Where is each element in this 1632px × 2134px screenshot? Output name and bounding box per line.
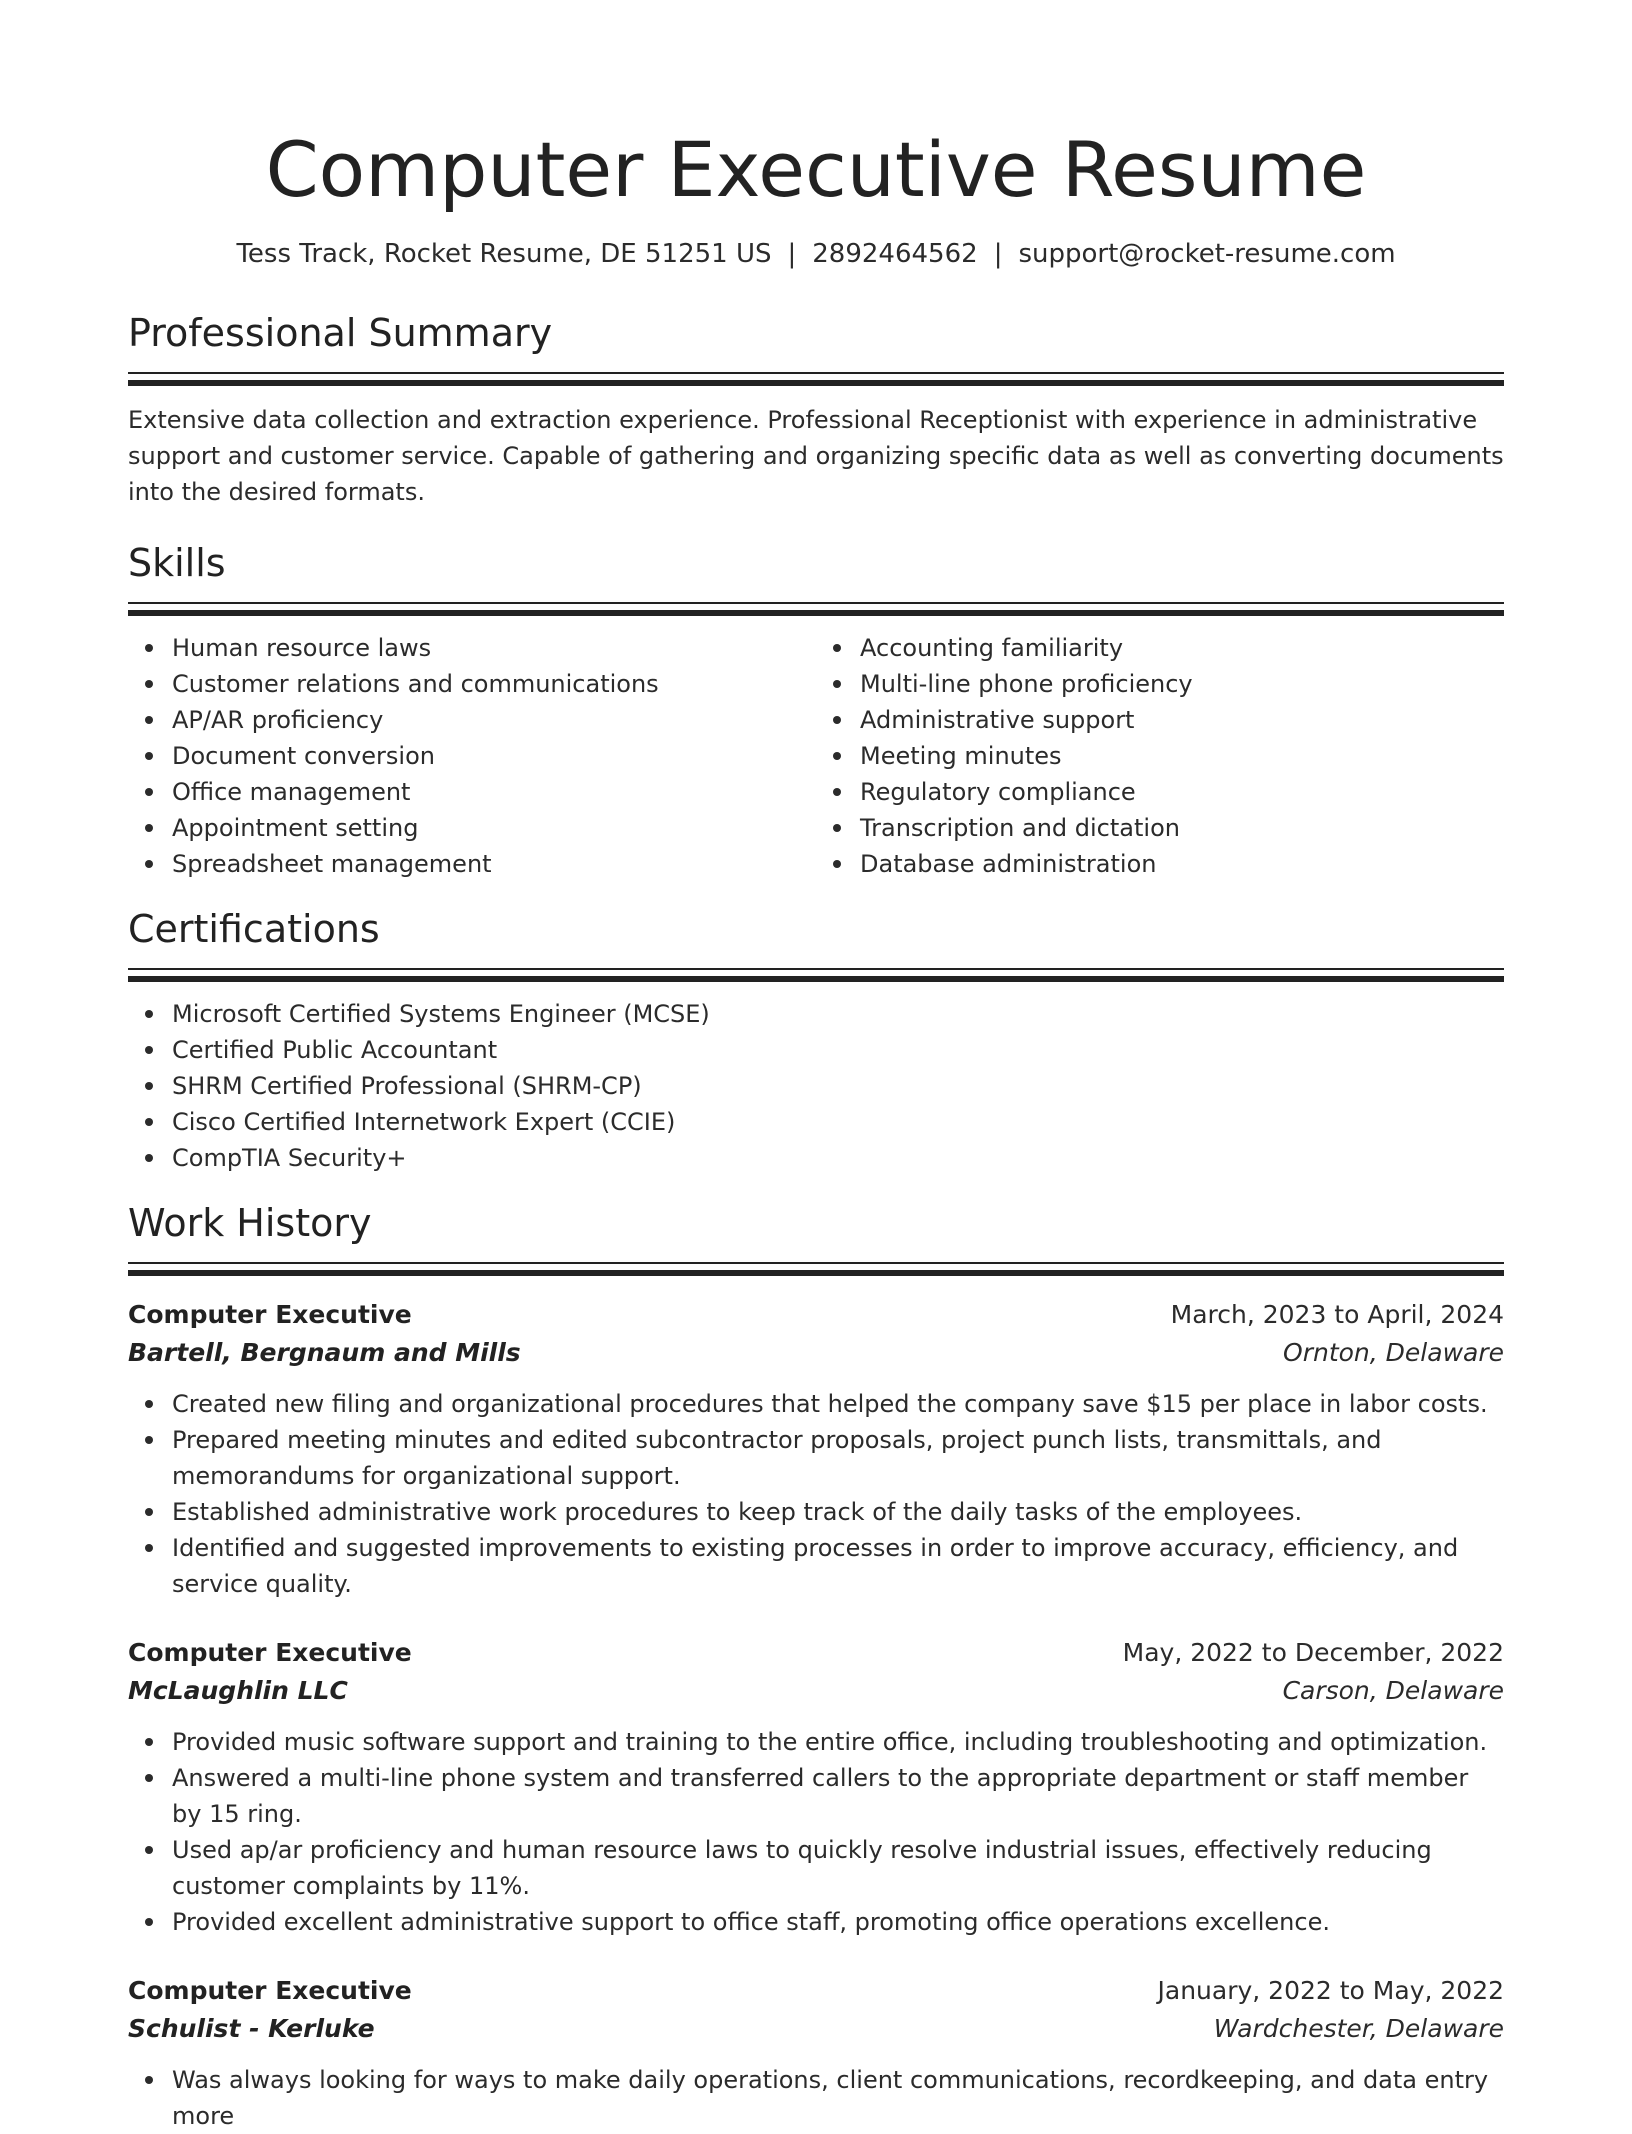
skill-item: Administrative support — [860, 702, 1504, 738]
job-entry — [128, 1972, 1504, 2134]
section-divider — [128, 1262, 1504, 1276]
job-entry — [128, 1296, 1504, 1602]
job-company: Bartell, Bergnaum and Mills — [128, 1338, 521, 1367]
job-bullet: Provided music software support and training to the entire office, including troubleshooting and optimization. — [172, 1724, 1504, 1760]
contact-email: support@rocket-resume.com — [1018, 239, 1396, 269]
certification-item: Cisco Certified Internetwork Expert (CCIE) — [172, 1104, 1504, 1140]
certification-item: SHRM Certified Professional (SHRM-CP) — [172, 1068, 1504, 1104]
certification-item: Microsoft Certified Systems Engineer (MCSE) — [172, 996, 1504, 1032]
skills-grid — [128, 616, 1504, 882]
section-heading-skills: Skills — [128, 541, 226, 585]
skill-item: Document conversion — [172, 738, 816, 774]
job-bullet: Was always looking for ways to make daily operations, client communications, recordkeeping, and data entry more — [172, 2062, 1504, 2134]
job-company: McLaughlin LLC — [128, 1676, 348, 1705]
job-subheader — [128, 2010, 1504, 2048]
section-divider — [128, 602, 1504, 616]
job-dates: March, 2023 to April, 2024 — [1170, 1300, 1504, 1329]
job-location: Carson, Delaware — [1282, 1676, 1504, 1705]
job-subheader — [128, 1672, 1504, 1710]
certification-item: CompTIA Security+ — [172, 1140, 1504, 1176]
skills-list-right — [816, 630, 1504, 882]
certification-item: Certified Public Accountant — [172, 1032, 1504, 1068]
work-history-section — [128, 1198, 1504, 2134]
skill-item: Regulatory compliance — [860, 774, 1504, 810]
skill-item: Appointment setting — [172, 810, 816, 846]
job-header — [128, 1972, 1504, 2010]
skill-item: Transcription and dictation — [860, 810, 1504, 846]
job-bullet: Established administrative work procedures to keep track of the daily tasks of the employees. — [172, 1494, 1504, 1530]
summary-text: Extensive data collection and extraction experience. Professional Receptionist with experience in administrative support and customer service. Capable of gathering and organizing specific data as well as converting documents into the desired formats. — [128, 406, 1504, 506]
skill-item: Office management — [172, 774, 816, 810]
certifications-section — [128, 904, 1504, 1176]
skill-item: Multi-line phone proficiency — [860, 666, 1504, 702]
job-location: Wardchester, Delaware — [1213, 2014, 1504, 2043]
section-heading-work-history: Work History — [128, 1201, 372, 1245]
job-header — [128, 1634, 1504, 1672]
contact-separator: | — [993, 239, 1003, 269]
skill-item: Meeting minutes — [860, 738, 1504, 774]
job-bullet: Provided excellent administrative support to office staff, promoting office operations excellence. — [172, 1904, 1504, 1940]
job-title: Computer Executive — [128, 1300, 412, 1329]
job-bullet: Used ap/ar proficiency and human resource laws to quickly resolve industrial issues, effectively reducing customer complaints by 11%. — [172, 1832, 1504, 1904]
section-heading-summary: Professional Summary — [128, 311, 553, 355]
job-bullet: Answered a multi-line phone system and transferred callers to the appropriate department or staff member by 15 ring. — [172, 1760, 1504, 1832]
contact-separator: | — [787, 239, 797, 269]
job-bullets — [128, 1724, 1504, 1940]
contact-line — [128, 236, 1504, 272]
job-title: Computer Executive — [128, 1638, 412, 1667]
summary-section — [128, 308, 1504, 510]
job-bullet: Created new filing and organizational procedures that helped the company save $15 per place in labor costs. — [172, 1386, 1504, 1422]
job-dates: January, 2022 to May, 2022 — [1157, 1976, 1504, 2005]
job-bullets — [128, 1386, 1504, 1602]
skill-item: Human resource laws — [172, 630, 816, 666]
skill-item: Customer relations and communications — [172, 666, 816, 702]
job-bullet: Identified and suggested improvements to existing processes in order to improve accuracy, efficiency, and service quality. — [172, 1530, 1504, 1602]
job-location: Ornton, Delaware — [1283, 1338, 1504, 1367]
job-entry — [128, 1634, 1504, 1940]
job-dates: May, 2022 to December, 2022 — [1122, 1638, 1504, 1667]
job-company: Schulist - Kerluke — [128, 2014, 375, 2043]
section-divider — [128, 372, 1504, 386]
skill-item: Accounting familiarity — [860, 630, 1504, 666]
job-bullets — [128, 2062, 1504, 2134]
job-header — [128, 1296, 1504, 1334]
job-title: Computer Executive — [128, 1976, 412, 2005]
skills-section — [128, 538, 1504, 882]
job-bullet: Prepared meeting minutes and edited subcontractor proposals, project punch lists, transmittals, and memorandums for organizational support. — [172, 1422, 1504, 1494]
job-subheader — [128, 1334, 1504, 1372]
certifications-list — [128, 996, 1504, 1176]
skill-item: Spreadsheet management — [172, 846, 816, 882]
resume-title: Computer Executive Resume — [265, 125, 1367, 214]
section-divider — [128, 968, 1504, 982]
contact-address: Tess Track, Rocket Resume, DE 51251 US — [236, 239, 772, 269]
skills-list-left — [128, 630, 816, 882]
section-heading-certifications: Certifications — [128, 907, 380, 951]
contact-phone: 2892464562 — [812, 239, 978, 269]
skill-item: Database administration — [860, 846, 1504, 882]
skill-item: AP/AR proficiency — [172, 702, 816, 738]
